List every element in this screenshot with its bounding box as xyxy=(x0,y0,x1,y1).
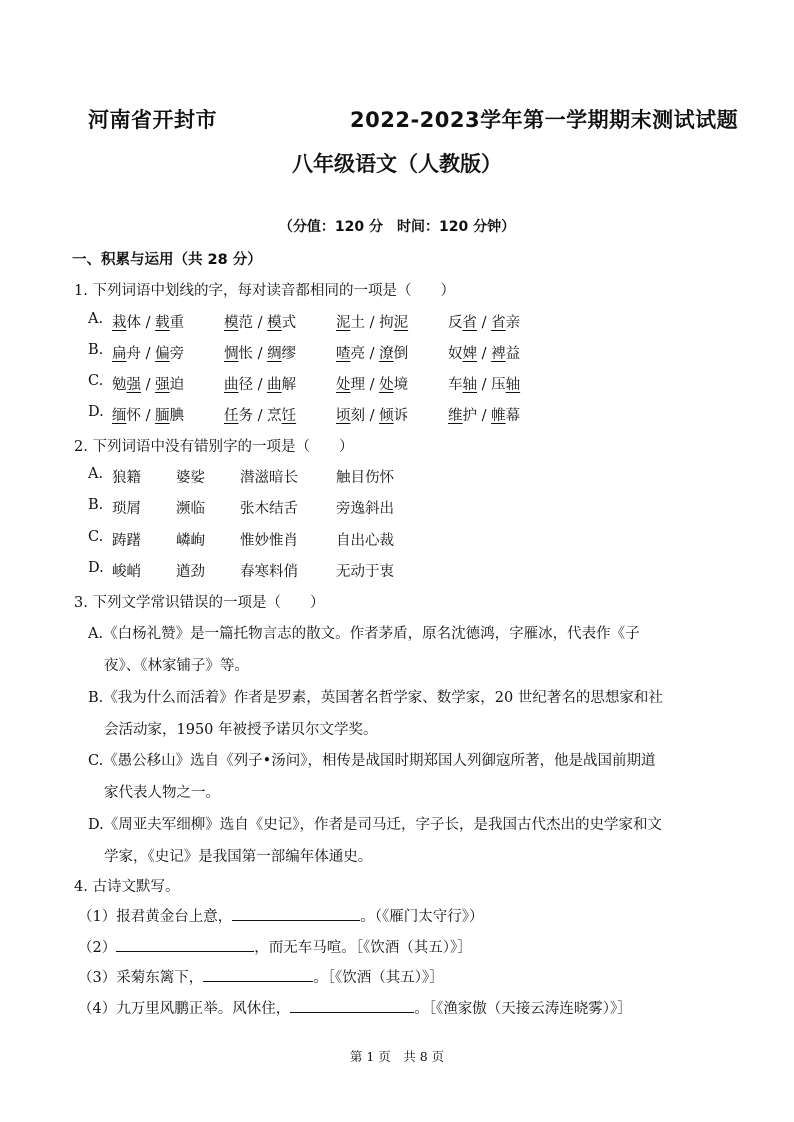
option-line: D.《周亚夫军细柳》选自《史记》，作者是司马迁，字子长，是我国古代杰出的史学家和文 xyxy=(88,817,662,833)
underlined-char: 轴 xyxy=(462,377,477,393)
word-text: 体 / xyxy=(126,315,156,331)
option-line: 学家，《史记》是我国第一部编年体通史。 xyxy=(104,849,373,865)
underlined-char: 栽 xyxy=(112,315,127,331)
underlined-char: 顷 xyxy=(336,408,351,424)
option-line: C.《愚公移山》选自《列子•汤问》，相传是战国时期郑国人列御寇所著，他是战国前期道 xyxy=(88,753,656,769)
word-pair xyxy=(224,404,296,425)
underlined-char: 裨 xyxy=(491,346,506,362)
underlined-char: 强 xyxy=(155,377,170,393)
option-line: B.《我为什么而活着》作者是罗素，英国著名哲学家、数学家，20 世纪著名的思想家和社 xyxy=(88,690,663,706)
word-text: 亮 / xyxy=(350,346,380,362)
option-line: A.《白杨礼赞》是一篇托物言志的散文。作者茅盾，原名沈德鸿，字雁冰，代表作《子 xyxy=(88,626,640,642)
underlined-char: 泥 xyxy=(393,315,409,331)
underlined-char: 省 xyxy=(491,315,506,331)
option-word: 峻峭 xyxy=(112,564,141,580)
option-word: 惟妙惟肖 xyxy=(240,533,298,549)
word-pair xyxy=(336,373,408,394)
section-title: 一、积累与运用（共 28 分） xyxy=(72,252,262,268)
word-text: 理 / xyxy=(350,377,380,393)
word-text: / xyxy=(477,315,492,331)
item-text: 。［《饮酒（其五）》］ xyxy=(313,970,444,986)
underlined-char: 曲 xyxy=(224,377,239,393)
option-line: 夜》、《林家铺子》等。 xyxy=(104,658,249,674)
underlined-char: 倾 xyxy=(379,408,394,424)
item-text: 。［《渔家傲（天接云涛连晓雾）》］ xyxy=(414,1001,632,1017)
option-word: 旁逸斜出 xyxy=(336,501,394,517)
word-pair xyxy=(224,311,296,332)
option-word: 春寒料俏 xyxy=(240,564,298,580)
item-text: 。（《雁门太守行》） xyxy=(360,909,484,925)
word-pair xyxy=(224,342,296,363)
word-text: 径 / xyxy=(238,377,268,393)
underlined-char: 绸 xyxy=(267,346,282,362)
answer-blank[interactable] xyxy=(203,967,313,982)
word-text: 护 / xyxy=(462,408,492,424)
item-text: （2） xyxy=(78,940,117,956)
underlined-char: 喳 xyxy=(336,346,351,362)
option-word: 嶙峋 xyxy=(176,533,205,549)
option-line: 会活动家，1950 年被授予诺贝尔文学奖。 xyxy=(104,722,378,738)
underlined-char: 处 xyxy=(336,377,351,393)
recitation-item-3 xyxy=(78,966,444,987)
word-text: 务 / 烹 xyxy=(238,408,282,424)
word-text: 境 xyxy=(393,377,409,393)
word-text: / xyxy=(141,377,156,393)
word-pair xyxy=(112,311,184,332)
answer-blank[interactable] xyxy=(232,906,360,921)
exam-meta: （分值：120 分 时间：120 分钟） xyxy=(278,219,516,235)
word-text: 重 xyxy=(169,315,185,331)
word-text: 勉 xyxy=(112,377,127,393)
word-pair xyxy=(448,404,520,425)
word-pair xyxy=(112,342,184,363)
word-text: 腆 xyxy=(169,408,185,424)
underlined-char: 省 xyxy=(462,315,477,331)
word-text: 解 xyxy=(281,377,297,393)
underlined-char: 模 xyxy=(224,315,239,331)
question-1-stem: 1. 下列词语中划线的字，每对读音都相同的一项是（ ） xyxy=(74,283,455,299)
word-text: 怀 / xyxy=(126,408,156,424)
word-text: 奴 xyxy=(448,346,463,362)
word-pair xyxy=(448,311,520,332)
word-pair xyxy=(224,373,296,394)
underlined-char: 载 xyxy=(155,315,170,331)
option-label: D. xyxy=(88,404,104,420)
page-number: 第 1 页 共 8 页 xyxy=(349,1049,445,1064)
region-title: 河南省开封市 xyxy=(88,108,217,132)
underlined-char: 婢 xyxy=(462,346,477,362)
word-text: 车 xyxy=(448,377,463,393)
option-label: B. xyxy=(88,497,104,513)
option-word: 潜滋暗长 xyxy=(240,470,298,486)
recitation-item-4 xyxy=(78,997,632,1018)
word-text: 式 xyxy=(281,315,297,331)
underlined-char: 缅 xyxy=(112,408,127,424)
word-pair xyxy=(448,373,520,394)
item-text: （3）采菊东篱下， xyxy=(78,970,204,986)
underlined-char: 任 xyxy=(224,408,239,424)
option-word: 张木结舌 xyxy=(240,501,298,517)
word-text: 益 xyxy=(505,346,521,362)
word-text: / xyxy=(477,346,492,362)
exam-title: 2022-2023学年第一学期期末测试试题 xyxy=(350,108,739,132)
word-text: 舟 / xyxy=(126,346,156,362)
option-label: D. xyxy=(88,560,104,576)
option-word: 自出心裁 xyxy=(336,533,394,549)
underlined-char: 曲 xyxy=(267,377,282,393)
option-label: A. xyxy=(88,466,104,482)
word-pair xyxy=(112,373,184,394)
item-text: （1）报君黄金台上意， xyxy=(78,909,233,925)
underlined-char: 帷 xyxy=(491,408,506,424)
option-word: 濒临 xyxy=(176,501,205,517)
underlined-char: 扁 xyxy=(112,346,127,362)
underlined-char: 强 xyxy=(126,377,141,393)
recitation-item-1 xyxy=(78,905,483,926)
word-text: 亲 xyxy=(505,315,521,331)
word-text: 迫 xyxy=(169,377,185,393)
word-pair xyxy=(112,404,184,425)
word-pair xyxy=(336,342,408,363)
option-label: A. xyxy=(88,311,104,327)
option-word: 琐屑 xyxy=(112,501,141,517)
word-text: 缪 xyxy=(281,346,297,362)
word-text: 幕 xyxy=(505,408,521,424)
underlined-char: 维 xyxy=(448,408,463,424)
word-text: 旁 xyxy=(169,346,185,362)
option-word: 狼籍 xyxy=(112,470,141,486)
option-label: B. xyxy=(88,342,104,358)
option-line: 家代表人物之一。 xyxy=(104,785,220,801)
option-word: 婆娑 xyxy=(176,470,205,486)
underlined-char: 饪 xyxy=(281,408,297,424)
option-word: 踌躇 xyxy=(112,533,141,549)
underlined-char: 处 xyxy=(379,377,394,393)
word-text: 诉 xyxy=(393,408,409,424)
question-2-stem: 2. 下列词语中没有错别字的一项是（ ） xyxy=(74,439,354,455)
underlined-char: 腼 xyxy=(155,408,170,424)
option-word: 触目伤怀 xyxy=(336,470,394,486)
option-label: C. xyxy=(88,373,104,389)
grade-title: 八年级语文（人教版） xyxy=(292,152,502,176)
underlined-char: 泥 xyxy=(336,315,351,331)
word-pair xyxy=(336,311,408,332)
underlined-char: 惆 xyxy=(224,346,239,362)
underlined-char: 潦 xyxy=(379,346,394,362)
recitation-item-2 xyxy=(78,936,472,957)
answer-blank[interactable] xyxy=(290,998,414,1013)
word-pair xyxy=(336,404,408,425)
option-word: 遒劲 xyxy=(176,564,205,580)
answer-blank[interactable] xyxy=(116,937,254,952)
item-text: （4）九万里风鹏正举。风休住， xyxy=(78,1001,291,1017)
word-text: / 压 xyxy=(477,377,506,393)
item-text: ，而无车马喧。［《饮酒（其五）》］ xyxy=(254,940,472,956)
word-pair xyxy=(448,342,520,363)
word-text: 怅 / xyxy=(238,346,268,362)
word-text: 倒 xyxy=(393,346,409,362)
option-word: 无动于衷 xyxy=(336,564,394,580)
question-4-stem: 4. 古诗文默写。 xyxy=(74,879,180,895)
question-3-stem: 3. 下列文学常识错误的一项是（ ） xyxy=(74,595,325,611)
word-text: 土 / 拘 xyxy=(350,315,394,331)
underlined-char: 轴 xyxy=(505,377,521,393)
word-text: 范 / xyxy=(238,315,268,331)
word-text: 刻 / xyxy=(350,408,380,424)
underlined-char: 偏 xyxy=(155,346,170,362)
underlined-char: 模 xyxy=(267,315,282,331)
option-label: C. xyxy=(88,529,104,545)
word-text: 反 xyxy=(448,315,463,331)
